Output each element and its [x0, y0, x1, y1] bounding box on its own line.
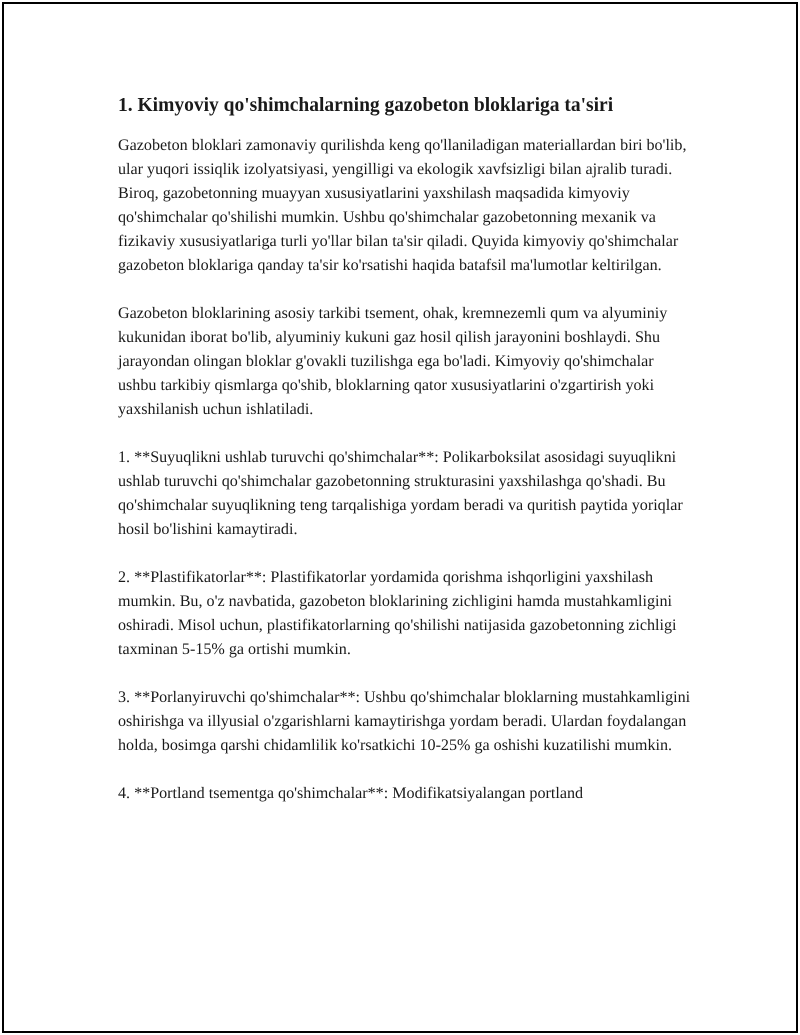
paragraph-composition: Gazobeton bloklarining asosiy tarkibi tsement, ohak, kremnezemli qum va alyuminiy kukunidan iborat bo'lib, alyuminiy kukuni gaz hosil qilish jarayonini boshlaydi. Shu jarayondan olingan bloklar g'ovakli tuzilishga ega bo'ladi. Kimyoviy qo'shimchalar ushbu tarkibiy qismlarga qo'shib, bloklarning qator xususiyatlarini o'zgartirish yoki yaxshilanish uchun ishlatiladi.: [118, 305, 668, 418]
list-item-1: 1. **Suyuqlikni ushlab turuvchi qo'shimchalar**: Polikarboksilat asosidagi suyuqlikni ushlab turuvchi qo'shimchalar gazobetonning strukturasini yaxshilashga qo'shadi. Bu qo'shimchalar suyuqlikning teng tarqalishiga yordam beradi va quritish paytida yoriqlar hosil bo'lishini kamaytiradi.: [118, 449, 683, 538]
document-title: 1. Kimyoviy qo'shimchalarning gazobeton bloklariga ta'siri: [118, 95, 614, 116]
document-body: [118, 92, 693, 830]
paragraph-intro: Gazobeton bloklari zamonaviy qurilishda keng qo'llaniladigan materiallardan biri bo'lib, ular yuqori issiqlik izolyatsiyasi, yengilligi va ekologik xavfsizligi bilan ajralib turadi. Biroq, gazobetonning muayyan xususiyatlarini yaxshilash maqsadida kimyoviy qo'shimchalar qo'shilishi mumkin. Ushbu qo'shimchalar gazobetonning mexanik va fizikaviy xususiyatlariga turli yo'llar bilan ta'sir qiladi. Quyida kimyoviy qo'shimchalar gazobeton bloklariga qanday ta'sir ko'rsatishi haqida batafsil ma'lumotlar keltirilgan.: [118, 137, 687, 274]
list-item-2: 2. **Plastifikatorlar**: Plastifikatorlar yordamida qorishma ishqorligini yaxshilash mumkin. Bu, o'z navbatida, gazobeton bloklarining zichligini hamda mustahkamligini oshiradi. Misol uchun, plastifikatorlarning qo'shilishi natijasida gazobetonning zichligi taxminan 5-15% ga ortishi mumkin.: [118, 569, 677, 658]
list-item-4: 4. **Portland tsementga qo'shimchalar**: Modifikatsiyalangan portland: [118, 785, 584, 802]
list-item-3: 3. **Porlanyiruvchi qo'shimchalar**: Ushbu qo'shimchalar bloklarning mustahkamligini oshirishga va illyusial o'zgarishlarni kamaytirishga yordam beradi. Ulardan foydalangan holda, bosimga qarshi chidamlilik ko'rsatkichi 10-25% ga oshishi kuzatilishi mumkin.: [118, 689, 691, 754]
